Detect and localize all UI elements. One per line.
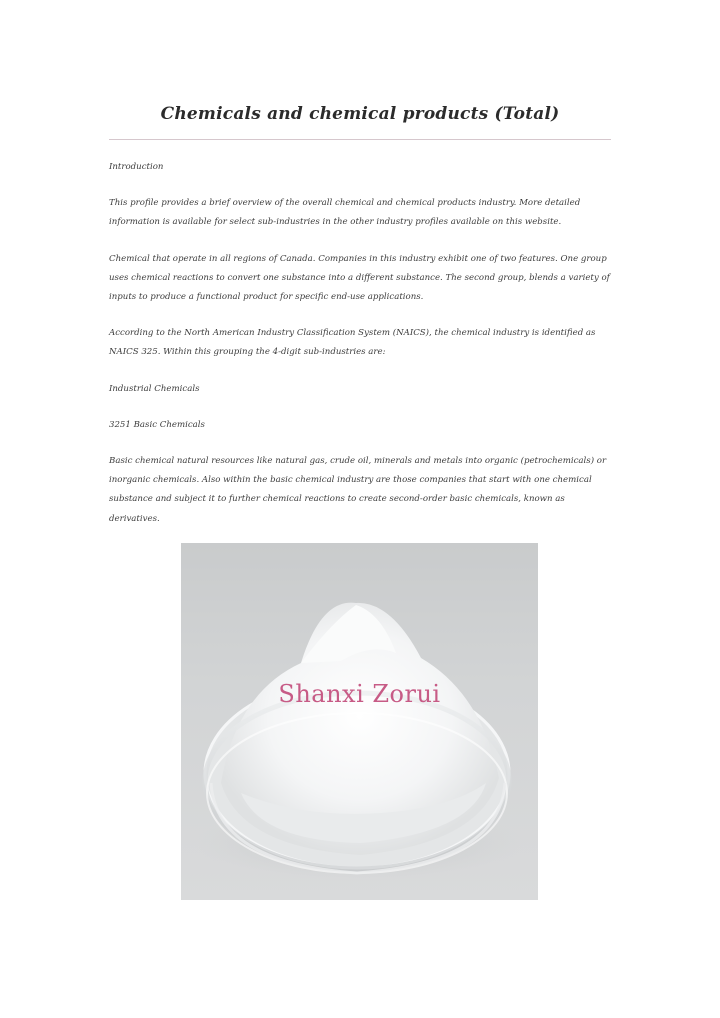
document-body	[109, 158, 614, 546]
paragraph-overview: This profile provides a brief overview of the overall chemical and chemical products industry. More detailed information is available for select sub-industries in the other industry profiles available on this website.	[109, 198, 581, 228]
paragraph-canada: Chemical that operate in all regions of Canada. Companies in this industry exhibit one of two features. One group uses chemical reactions to convert one substance into a different substance. The second group, blends a variety of inputs to produce a functional product for specific end-use applications.	[109, 253, 610, 303]
title-divider	[109, 139, 611, 140]
white-powder-in-petri-dish-image	[181, 543, 538, 900]
paragraph-basic-chemicals: Basic chemical natural resources like natural gas, crude oil, minerals and metals into organic (petrochemicals) or inorganic chemicals. Also within the basic chemical industry are those companies that start with one chemical substance and subject it to further chemical reactions to create second-order basic chemicals, known as derivatives.	[109, 456, 607, 524]
product-photo	[181, 543, 538, 900]
section-heading-introduction: Introduction	[109, 162, 164, 172]
image-watermark: Shanxi Zorui	[278, 680, 441, 708]
section-heading-industrial-chemicals: Industrial Chemicals	[109, 383, 200, 394]
section-heading-basic-chemicals: 3251 Basic Chemicals	[109, 419, 205, 430]
paragraph-naics: According to the North American Industry Classification System (NAICS), the chemical industry is identified as NAICS 325. Within this grouping the 4-digit sub-industries are:	[109, 328, 596, 358]
document-title: Chemicals and chemical products (Total)	[160, 104, 560, 124]
